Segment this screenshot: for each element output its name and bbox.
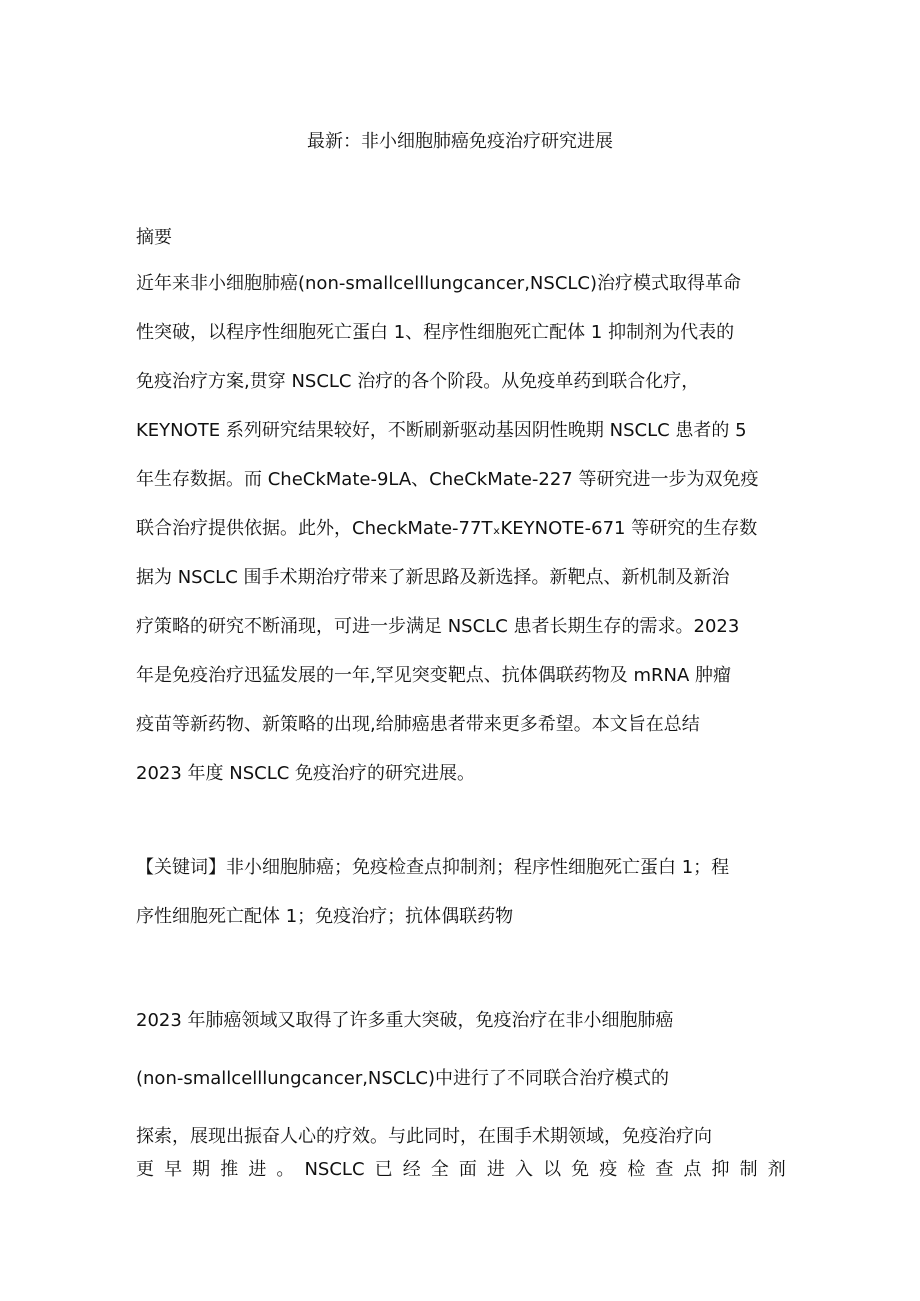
justified-token: 剂 [767, 1159, 786, 1180]
abstract-line: 年生存数据。而 CheCkMate-9LA、CheCkMate-227 等研究进一步为双免疫 [136, 469, 759, 490]
justified-token: 点 [683, 1159, 702, 1180]
justified-token: 经 [402, 1159, 421, 1180]
justified-token: NSCLC [304, 1159, 365, 1180]
justified-token: 进 [248, 1159, 267, 1180]
keywords-line: 【关键词】非小细胞肺癌；免疫检查点抑制剂；程序性细胞死亡蛋白 1；程 [136, 857, 730, 878]
abstract-line: 近年来非小细胞肺癌(non-smallcelllungcancer,NSCLC)治疗模式取得革命 [136, 273, 742, 294]
justified-token: 全 [430, 1159, 449, 1180]
justified-token: 查 [655, 1159, 674, 1180]
justified-token: 抑 [711, 1159, 730, 1180]
justified-token: 。 [276, 1159, 295, 1180]
justified-token: 入 [515, 1159, 533, 1180]
abstract-line: 性突破，以程序性细胞死亡蛋白 1、程序性细胞死亡配体 1 抑制剂为代表的 [136, 322, 735, 343]
body-line-justified [136, 1157, 786, 1183]
abstract-line: 2023 年度 NSCLC 免疫治疗的研究进展。 [136, 763, 476, 784]
body-line: (non-smallcelllungcancer,NSCLC)中进行了不同联合治疗模式的 [136, 1068, 670, 1089]
justified-token: 期 [192, 1159, 211, 1180]
abstract-line: KEYNOTE 系列研究结果较好，不断刷新驱动基因阴性晚期 NSCLC 患者的 5 [136, 420, 747, 441]
body-line: 探索，展现出振奋人心的疗效。与此同时，在围手术期领域，免疫治疗向 [136, 1126, 712, 1147]
justified-token: 推 [220, 1159, 239, 1180]
justified-token: 制 [739, 1159, 758, 1180]
keywords-line: 序性细胞死亡配体 1；免疫治疗；抗体偶联药物 [136, 906, 514, 927]
justified-token: 检 [627, 1159, 646, 1180]
abstract-line: 据为 NSCLC 围手术期治疗带来了新思路及新选择。新靶点、新机制及新治 [136, 567, 730, 588]
body-line: 2023 年肺癌领域又取得了许多重大突破，免疫治疗在非小细胞肺癌 [136, 1010, 674, 1031]
justified-token: 更 [136, 1159, 154, 1180]
justified-token: 已 [374, 1159, 393, 1180]
abstract-line: 年是免疫治疗迅猛发展的一年,罕见突变靶点、抗体偶联药物及 mRNA 肿瘤 [136, 665, 731, 686]
justified-token: 疫 [599, 1159, 618, 1180]
abstract-line: 疫苗等新药物、新策略的出现,给肺癌患者带来更多希望。本文旨在总结 [136, 714, 700, 735]
justified-token: 早 [164, 1159, 183, 1180]
justified-token: 以 [543, 1159, 562, 1180]
justified-token: 面 [458, 1159, 477, 1180]
page-title: 最新：非小细胞肺癌免疫治疗研究进展 [307, 131, 613, 152]
abstract-line: 疗策略的研究不断涌现，可进一步满足 NSCLC 患者长期生存的需求。2023 [136, 616, 740, 637]
abstract-heading: 摘要 [136, 227, 172, 248]
justified-token: 免 [571, 1159, 590, 1180]
abstract-line: 免疫治疗方案,贯穿 NSCLC 治疗的各个阶段。从免疫单药到联合化疗， [136, 371, 700, 392]
justified-token: 进 [486, 1159, 505, 1180]
abstract-line: 联合治疗提供依据。此外，CheckMate-77TₓKEYNOTE-671 等研究的生存数 [136, 518, 758, 539]
